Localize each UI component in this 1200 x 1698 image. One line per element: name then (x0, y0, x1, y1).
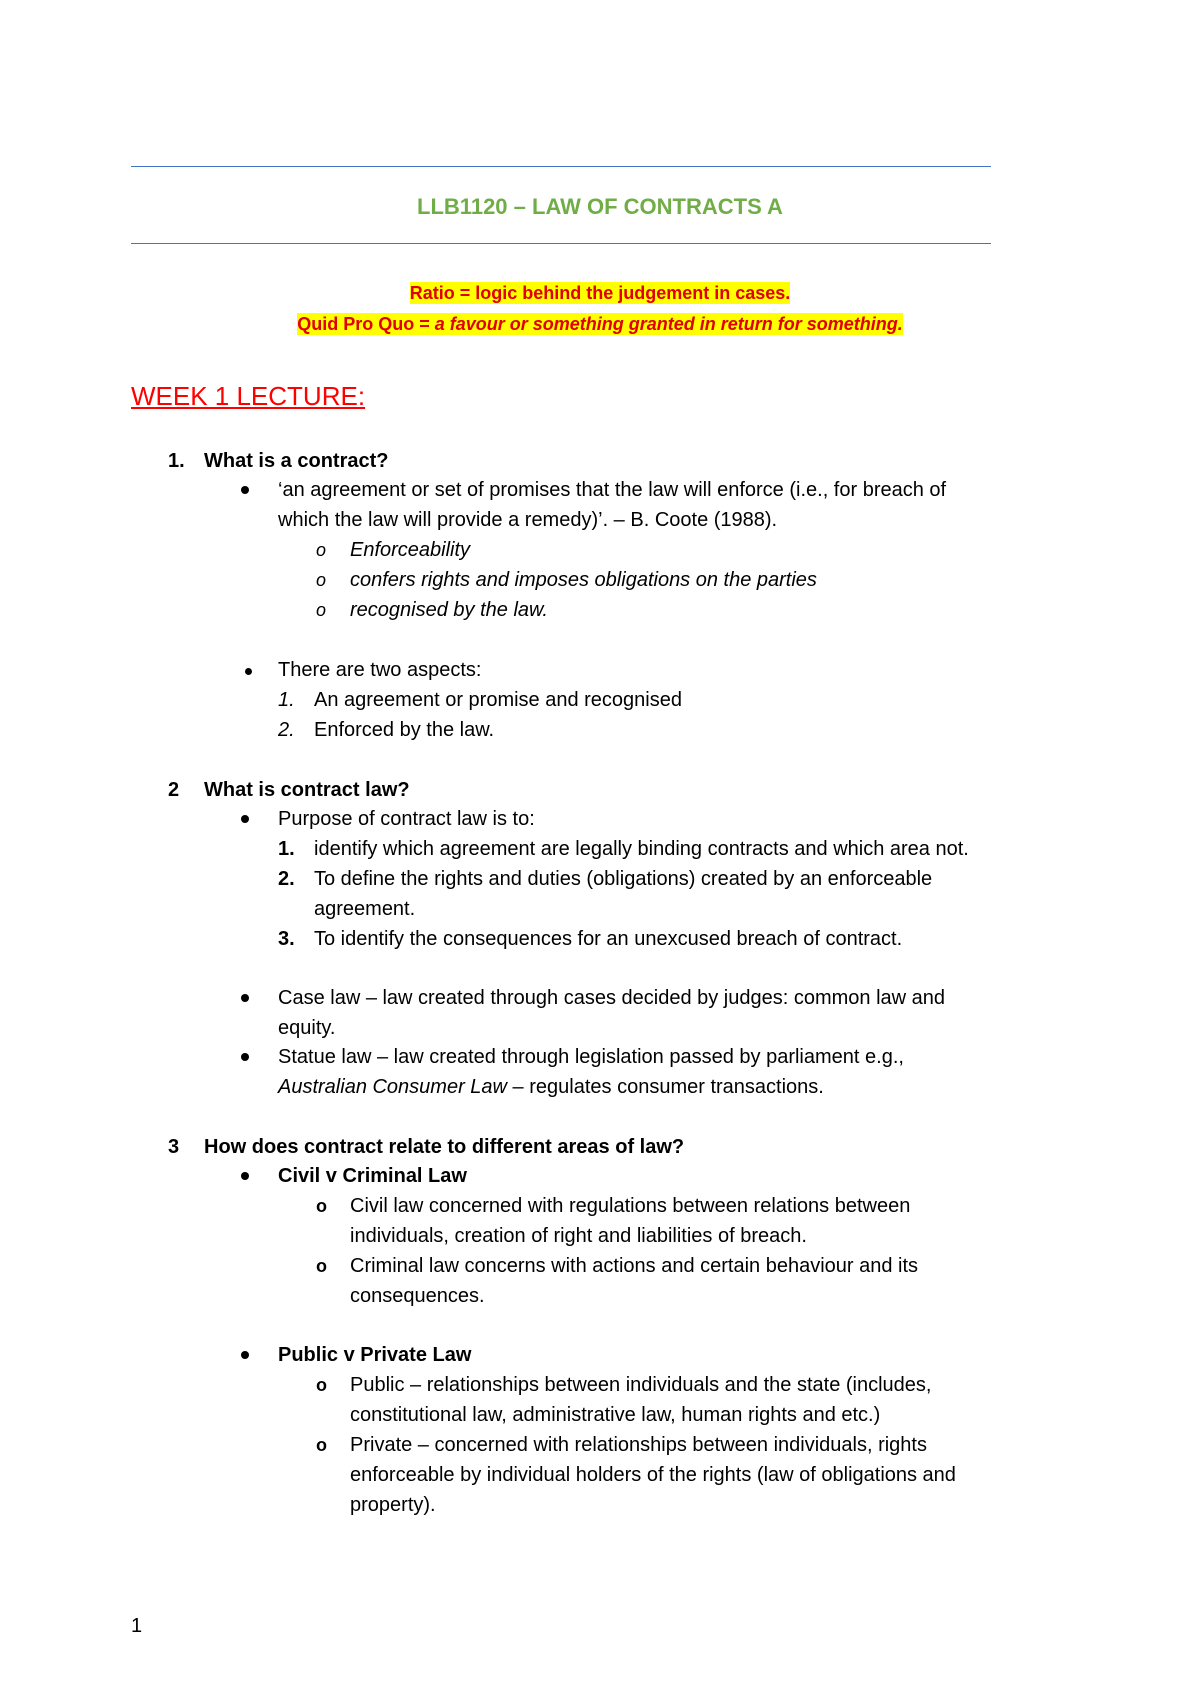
quid-pro-quo-term: Quid Pro Quo = (297, 314, 435, 334)
section-3-title: How does contract relate to different areas of law? (204, 1136, 685, 1158)
sub-bullet-icon: o (316, 570, 327, 590)
bullet-icon (241, 1351, 249, 1359)
section-2-title: What is contract law? (204, 779, 410, 801)
quid-pro-quo-highlight (297, 313, 903, 335)
public-law-line-1: Public – relationships between individuals and the state (includes, (350, 1374, 932, 1396)
case-law-line-1: Case law – law created through cases decided by judges: common law and (278, 987, 946, 1009)
aspect-2-number: 2. (278, 719, 295, 741)
section-1-title: What is a contract? (204, 450, 389, 472)
document-title: LLB1120 – LAW OF CONTRACTS A (417, 194, 783, 219)
bullet-icon (241, 1172, 249, 1180)
section-1-number: 1. (168, 450, 185, 472)
contract-definition-line-1: ‘an agreement or set of promises that the law will enforce (i.e., for breach of (278, 479, 947, 501)
statue-law-line-1: Statue law – law created through legislation passed by parliament e.g., (278, 1046, 904, 1068)
sub-bullet-icon: o (316, 600, 327, 620)
purpose-3-number: 3. (278, 928, 295, 950)
statue-law-line-2 (278, 1072, 824, 1102)
purpose-intro: Purpose of contract law is to: (278, 808, 535, 830)
purpose-2-number: 2. (278, 868, 295, 890)
purpose-1-text: identify which agreement are legally binding contracts and which area not. (314, 838, 969, 860)
bullet-icon (245, 668, 252, 675)
section-2-number: 2 (168, 779, 180, 801)
sub-bullet-icon: o (316, 1375, 327, 1395)
contract-definition-line-2: which the law will provide a remedy)’. – B. Coote (1988). (278, 509, 778, 531)
civil-law-line-2: individuals, creation of right and liabilities of breach. (350, 1225, 807, 1247)
criminal-law-line-1: Criminal law concerns with actions and certain behaviour and its (350, 1255, 919, 1277)
page-number: 1 (131, 1615, 143, 1637)
purpose-3-text: To identify the consequences for an unexcused breach of contract. (314, 928, 903, 950)
criminal-law-line-2: consequences. (350, 1285, 485, 1307)
sub-item-rights: confers rights and imposes obligations on the parties (350, 569, 817, 591)
quid-pro-quo-definition: a favour or something granted in return for something. (434, 314, 903, 334)
purpose-1-number: 1. (278, 838, 295, 860)
section-3-number: 3 (168, 1136, 180, 1158)
quid-pro-quo-note (0, 314, 1200, 335)
aspects-intro: There are two aspects: (278, 659, 482, 681)
sub-bullet-icon: o (316, 1196, 327, 1216)
week-heading: WEEK 1 LECTURE: (131, 381, 366, 411)
civil-criminal-title: Civil v Criminal Law (278, 1165, 467, 1187)
bullet-icon (241, 1053, 249, 1061)
statue-law-act-name: Australian Consumer Law (278, 1076, 507, 1098)
sub-item-enforceability: Enforceability (350, 539, 471, 561)
sub-item-recognised: recognised by the law. (350, 599, 548, 621)
civil-law-line-1: Civil law concerned with regulations between relations between (350, 1195, 911, 1217)
purpose-2-line-1: To define the rights and duties (obligations) created by an enforceable (314, 868, 933, 890)
private-law-line-1: Private – concerned with relationships between individuals, rights (350, 1434, 927, 1456)
header-rule-top (131, 166, 991, 167)
aspect-2-text: Enforced by the law. (314, 719, 495, 741)
sub-bullet-icon: o (316, 1256, 327, 1276)
sub-bullet-icon: o (316, 540, 327, 560)
case-law-line-2: equity. (278, 1017, 336, 1039)
aspect-1-text: An agreement or promise and recognised (314, 689, 682, 711)
ratio-note (0, 283, 1200, 304)
bullet-icon (241, 994, 249, 1002)
sub-bullet-icon: o (316, 1435, 327, 1455)
bullet-icon (241, 815, 249, 823)
purpose-2-line-2: agreement. (314, 898, 416, 920)
statue-law-rest: – regulates consumer transactions. (507, 1076, 824, 1098)
private-law-line-2: enforceable by individual holders of the rights (law of obligations and (350, 1464, 956, 1486)
bullet-icon (241, 486, 249, 494)
private-law-line-3: property). (350, 1494, 436, 1516)
ratio-note-text: Ratio = logic behind the judgement in cases. (409, 283, 791, 303)
header-rule-bottom (131, 243, 991, 244)
aspect-1-number: 1. (278, 689, 295, 711)
public-law-line-2: constitutional law, administrative law, human rights and etc.) (350, 1404, 881, 1426)
public-private-title: Public v Private Law (278, 1344, 472, 1366)
